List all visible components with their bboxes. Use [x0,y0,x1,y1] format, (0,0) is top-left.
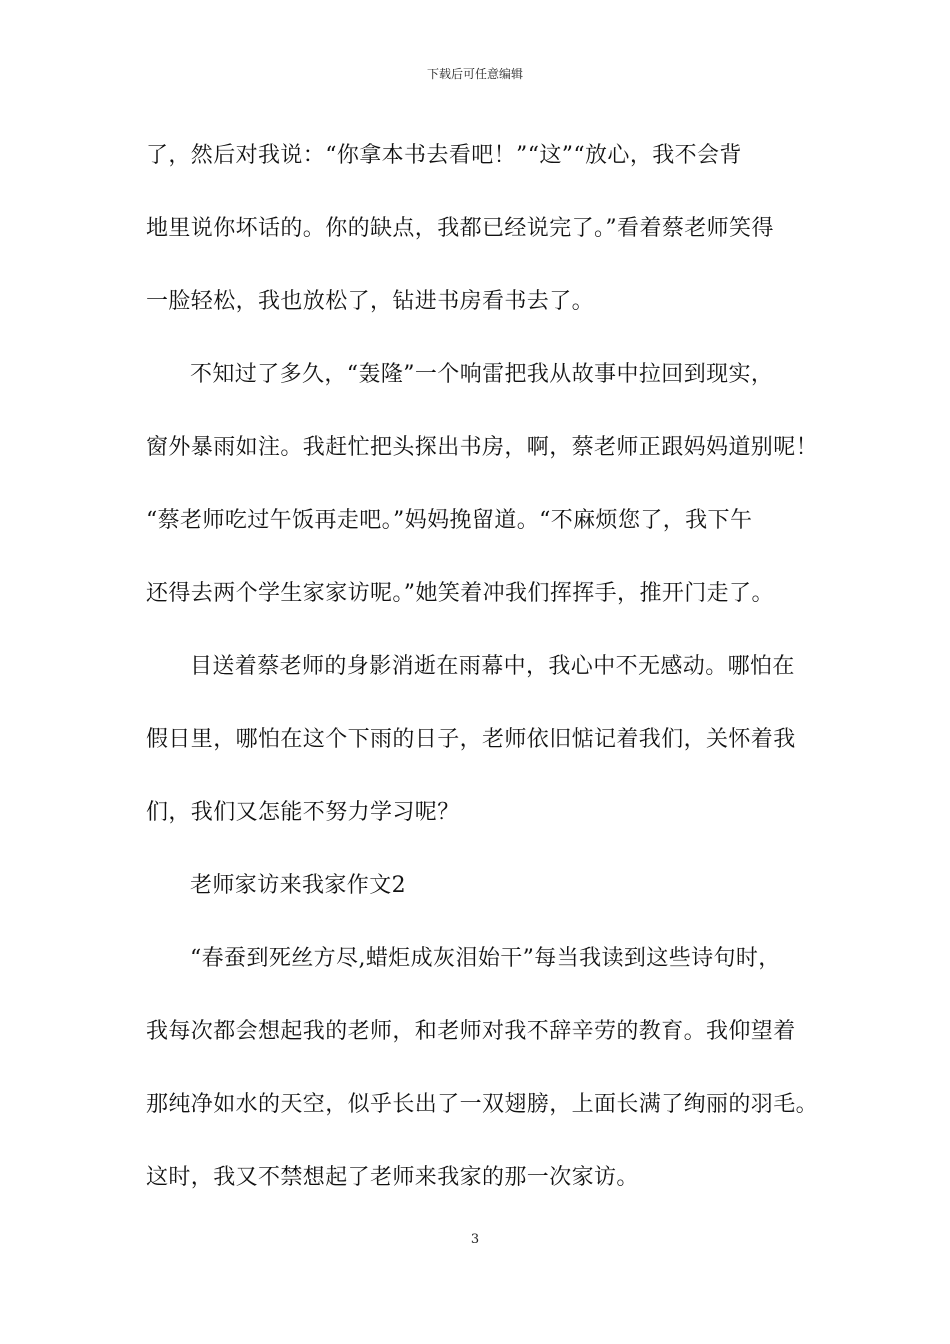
document-body [146,130,836,1204]
text-line-5: 窗外暴雨如注。我赶忙把头探出书房，啊，蔡老师正跟妈妈道别呢！ [146,435,819,460]
line-gap [146,547,836,568]
line-gap [146,693,836,714]
text-line-14: 那纯净如水的天空，似乎长出了一双翅膀，上面长满了绚丽的羽毛。 [146,1092,819,1117]
line-gap [146,985,836,1006]
line-gap [146,182,836,203]
line-gap [146,474,836,495]
line-gap [146,401,836,422]
page-number: 3 [470,1232,480,1247]
text-line-7: 还得去两个学生家家访呢。”她笑着冲我们挥挥手，推开门走了。 [146,581,774,606]
text-line-6: “蔡老师吃过午饭再走吧。”妈妈挽留道。“不麻烦您了，我下午 [146,508,753,533]
line-gap [146,912,836,933]
text-line-1: 了，然后对我说：“你拿本书去看吧！”“这”“放心，我不会背 [146,143,742,168]
page-header: 下载后可任意编辑 [426,67,523,81]
line-gap [146,255,836,276]
line-gap [146,328,836,349]
text-line-8: 目送着蔡老师的身影消逝在雨幕中，我心中不无感动。哪怕在 [190,654,795,679]
line-gap [146,839,836,860]
text-line-2: 地里说你坏话的。你的缺点，我都已经说完了。”看着蔡老师笑得 [146,216,774,241]
text-line-4: 不知过了多久，“轰隆”一个响雷把我从故事中拉回到现实， [190,362,774,387]
text-line-15: 这时，我又不禁想起了老师来我家的那一次家访。 [146,1165,639,1190]
line-gap [146,766,836,787]
line-gap [146,620,836,641]
section-heading: 老师家访来我家作文2 [190,873,406,898]
text-line-12: “春蚕到死丝方尽,蜡炬成灰泪始干”每当我读到这些诗句时， [190,946,781,971]
text-line-13: 我每次都会想起我的老师，和老师对我不辞辛劳的教育。我仰望着 [146,1019,796,1044]
line-gap [146,1131,836,1152]
text-line-3: 一脸轻松，我也放松了，钻进书房看书去了。 [146,289,595,314]
line-gap [146,1058,836,1079]
text-line-10: 们，我们又怎能不努力学习呢？ [146,800,460,825]
text-line-9: 假日里，哪怕在这个下雨的日子，老师依旧惦记着我们，关怀着我 [146,727,796,752]
